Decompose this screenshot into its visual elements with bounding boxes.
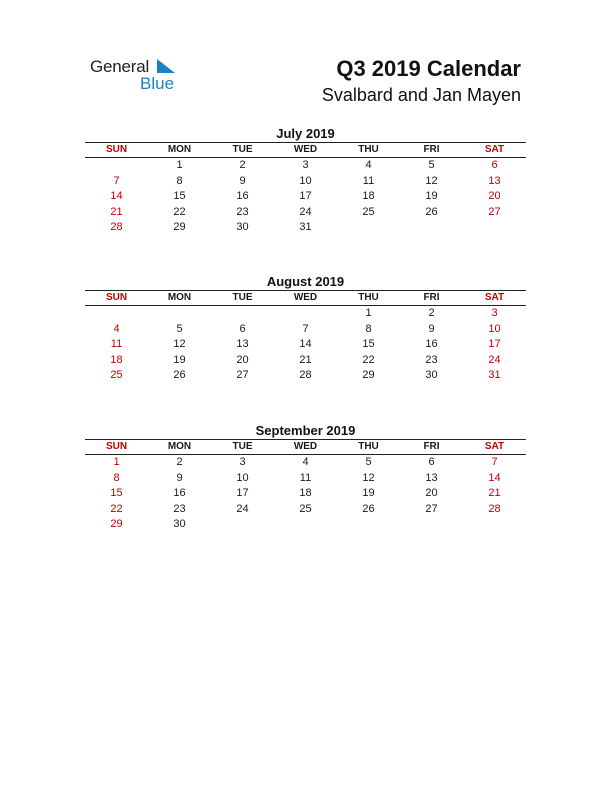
day-cell: 11	[362, 174, 375, 187]
day-cell: 16	[236, 190, 249, 203]
weekday-label: WED	[293, 144, 318, 155]
page-subtitle: Svalbard and Jan Mayen	[321, 85, 521, 105]
day-cell	[400, 517, 463, 533]
logo-blue-text: Blue	[140, 74, 175, 93]
day-cell: 19	[362, 487, 375, 500]
logo-general-text: General	[90, 57, 150, 76]
day-cell	[211, 517, 274, 533]
weekday-label: MON	[167, 441, 192, 452]
day-cell: 27	[488, 205, 501, 218]
day-cell: 31	[299, 221, 312, 234]
day-cell: 26	[425, 205, 438, 218]
weekday-label: MON	[167, 292, 192, 303]
day-cell: 28	[299, 369, 312, 382]
day-cell: 1	[113, 456, 120, 468]
day-cell: 7	[491, 456, 498, 468]
weekday-label: SAT	[484, 292, 505, 303]
day-cell: 11	[299, 471, 312, 484]
day-cell: 20	[236, 353, 249, 366]
day-cell: 3	[302, 159, 309, 171]
day-cell: 21	[299, 353, 312, 366]
day-cell	[274, 306, 337, 322]
day-cell: 6	[491, 159, 498, 171]
week-row	[85, 368, 526, 384]
day-cell: 5	[176, 322, 183, 335]
week-row	[85, 158, 526, 174]
week-row	[85, 455, 526, 471]
month-block	[85, 422, 526, 533]
day-cell: 18	[299, 487, 312, 500]
day-cell: 23	[425, 353, 438, 366]
page-title: Q3 2019 Calendar	[336, 56, 521, 81]
weekday-label: FRI	[423, 441, 440, 452]
day-cell: 10	[236, 471, 249, 484]
day-cell: 9	[239, 174, 246, 187]
day-cell: 25	[362, 205, 375, 218]
week-row	[85, 337, 526, 353]
day-cell: 20	[425, 487, 438, 500]
day-cell: 15	[110, 487, 123, 500]
day-cell: 2	[239, 159, 246, 171]
day-cell: 4	[113, 322, 120, 335]
day-cell	[337, 517, 400, 533]
month-block	[85, 125, 526, 236]
day-cell: 31	[488, 369, 501, 382]
day-cell: 14	[488, 471, 501, 484]
day-cell: 22	[362, 353, 375, 366]
day-cell: 8	[365, 322, 372, 335]
day-cell: 13	[425, 471, 438, 484]
day-cell: 10	[299, 174, 312, 187]
day-cell: 29	[110, 518, 123, 531]
day-cell: 24	[299, 205, 312, 218]
month-block	[85, 273, 526, 384]
day-cell: 4	[365, 159, 372, 171]
weekday-label: SAT	[484, 144, 505, 155]
day-cell: 7	[113, 174, 120, 187]
day-cell	[211, 306, 274, 322]
day-cell: 4	[302, 456, 309, 468]
weekday-label: FRI	[423, 144, 440, 155]
day-cell: 27	[236, 369, 249, 382]
weekday-header-row	[85, 291, 526, 305]
day-cell: 8	[176, 174, 183, 187]
day-cell: 12	[425, 174, 438, 187]
day-cell: 1	[365, 307, 372, 319]
day-cell: 1	[176, 159, 183, 171]
day-cell: 21	[110, 205, 123, 218]
day-cell: 30	[173, 518, 186, 531]
day-cell: 21	[488, 487, 501, 500]
day-cell: 9	[428, 322, 435, 335]
month-title: July 2019	[276, 126, 335, 141]
week-row	[85, 306, 526, 322]
weekday-label: THU	[358, 292, 379, 303]
day-cell: 16	[173, 487, 186, 500]
week-row	[85, 205, 526, 221]
day-cell	[85, 306, 148, 322]
day-cell: 8	[113, 471, 120, 484]
day-cell: 17	[236, 487, 249, 500]
day-cell: 22	[173, 205, 186, 218]
day-cell: 26	[173, 369, 186, 382]
day-cell: 7	[302, 322, 309, 335]
weekday-label: WED	[293, 292, 318, 303]
week-row	[85, 486, 526, 502]
day-cell: 5	[428, 159, 435, 171]
day-cell: 18	[110, 353, 123, 366]
logo	[90, 57, 200, 93]
day-cell: 3	[491, 307, 498, 319]
day-cell: 23	[173, 502, 186, 515]
weekday-label: SUN	[105, 144, 128, 155]
day-cell: 9	[176, 471, 183, 484]
logo-triangle-icon	[157, 59, 175, 73]
day-cell: 17	[299, 190, 312, 203]
day-cell: 12	[173, 338, 186, 351]
weekday-label: THU	[358, 441, 379, 452]
day-cell: 16	[425, 338, 438, 351]
week-row	[85, 502, 526, 518]
weekday-label: SAT	[484, 441, 505, 452]
day-cell: 11	[110, 338, 123, 351]
weekday-label: TUE	[232, 292, 253, 303]
week-row	[85, 174, 526, 190]
weekday-label: TUE	[232, 441, 253, 452]
day-cell: 12	[362, 471, 375, 484]
weekday-label: WED	[293, 441, 318, 452]
day-cell: 14	[299, 338, 312, 351]
day-cell: 19	[425, 190, 438, 203]
day-cell: 18	[362, 190, 375, 203]
week-row	[85, 322, 526, 338]
day-cell: 2	[176, 456, 183, 468]
day-cell: 17	[488, 338, 501, 351]
week-row	[85, 517, 526, 533]
day-cell: 29	[173, 221, 186, 234]
day-cell: 29	[362, 369, 375, 382]
week-row	[85, 189, 526, 205]
day-cell: 22	[110, 502, 123, 515]
month-title: September 2019	[255, 423, 356, 438]
day-cell: 28	[488, 502, 501, 515]
day-cell: 13	[236, 338, 249, 351]
day-cell: 30	[425, 369, 438, 382]
day-cell: 30	[236, 221, 249, 234]
month-title: August 2019	[266, 274, 345, 289]
day-cell: 19	[173, 353, 186, 366]
weekday-label: SUN	[105, 441, 128, 452]
day-cell: 25	[299, 502, 312, 515]
weekday-label: FRI	[423, 292, 440, 303]
day-cell	[463, 220, 526, 236]
day-cell: 28	[110, 221, 123, 234]
day-cell: 10	[488, 322, 501, 335]
week-row	[85, 353, 526, 369]
day-cell	[148, 306, 211, 322]
day-cell: 5	[365, 456, 372, 468]
day-cell: 15	[362, 338, 375, 351]
day-cell	[400, 220, 463, 236]
day-cell: 24	[236, 502, 249, 515]
day-cell: 25	[110, 369, 123, 382]
day-cell: 24	[488, 353, 501, 366]
day-cell: 14	[110, 190, 123, 203]
weekday-label: SUN	[105, 292, 128, 303]
weekday-label: MON	[167, 144, 192, 155]
day-cell	[463, 517, 526, 533]
day-cell: 27	[425, 502, 438, 515]
week-row	[85, 471, 526, 487]
day-cell	[337, 220, 400, 236]
weekday-header-row	[85, 440, 526, 454]
day-cell: 15	[173, 190, 186, 203]
day-cell	[85, 158, 148, 174]
day-cell	[274, 517, 337, 533]
day-cell: 23	[236, 205, 249, 218]
weekday-header-row	[85, 143, 526, 157]
day-cell: 26	[362, 502, 375, 515]
day-cell: 13	[488, 174, 501, 187]
week-row	[85, 220, 526, 236]
day-cell: 6	[428, 456, 435, 468]
day-cell: 3	[239, 456, 246, 468]
day-cell: 2	[428, 307, 435, 319]
day-cell: 20	[488, 190, 501, 203]
weekday-label: TUE	[232, 144, 253, 155]
weekday-label: THU	[358, 144, 379, 155]
day-cell: 6	[239, 322, 246, 335]
